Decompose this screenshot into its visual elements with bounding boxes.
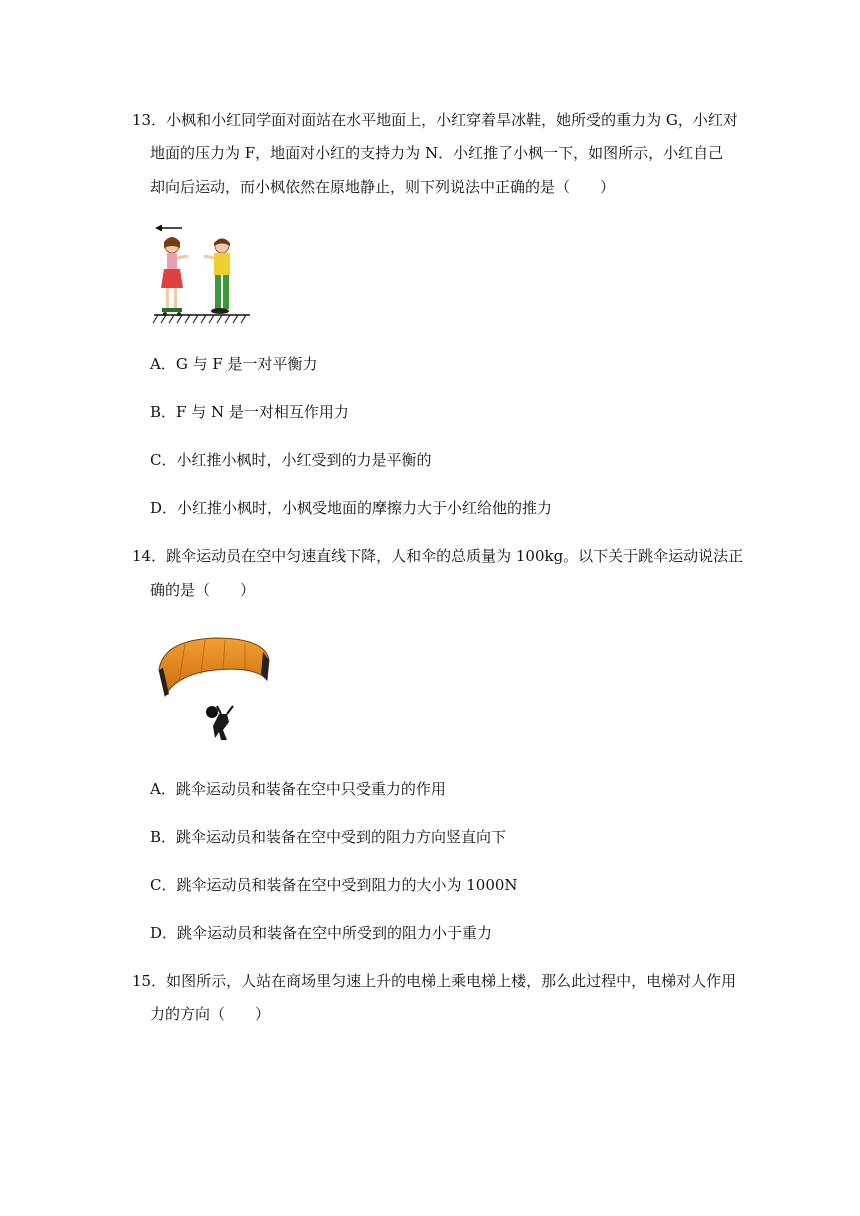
question-14-option-b: B．跳伞运动员和装备在空中受到的阻力方向竖直向下 <box>150 828 507 846</box>
question-13-line-2: 地面的压力为 F，地面对小红的支持力为 N．小红推了小枫一下，如图所示，小红自己 <box>150 144 724 162</box>
question-15-line-1: 15．如图所示，人站在商场里匀速上升的电梯上乘电梯上楼，那么此过程中，电梯对人作用 <box>132 972 737 990</box>
question-13-line-3: 却向后运动，而小枫依然在原地静止，则下列说法中正确的是（ ） <box>150 178 616 196</box>
girl-figure <box>161 237 188 316</box>
question-14-option-c: C．跳伞运动员和装备在空中受到阻力的大小为 1000N <box>150 876 518 894</box>
left-arrow-icon <box>155 225 182 232</box>
two-kids-pushing-figure <box>150 218 255 328</box>
parachutist-figure <box>155 630 275 745</box>
ground-hatch <box>153 315 250 323</box>
question-13-option-c: C．小红推小枫时，小红受到的力是平衡的 <box>150 451 432 469</box>
question-13-line-1: 13．小枫和小红同学面对面站在水平地面上，小红穿着旱冰鞋，她所受的重力为 G，小红对 <box>132 111 738 129</box>
question-13-option-b: B．F 与 N 是一对相互作用力 <box>150 403 349 421</box>
question-14-option-d: D．跳伞运动员和装备在空中所受到的阻力小于重力 <box>150 924 493 942</box>
question-13-option-d: D．小红推小枫时，小枫受地面的摩擦力大于小红给他的推力 <box>150 499 553 517</box>
question-13-option-a: A．G 与 F 是一对平衡力 <box>150 355 318 373</box>
question-14-line-2: 确的是（ ） <box>150 581 256 599</box>
parachute-canopy <box>159 638 269 696</box>
parachutist-person <box>206 706 233 740</box>
question-15-line-2: 力的方向（ ） <box>150 1005 271 1023</box>
question-14-line-1: 14．跳伞运动员在空中匀速直线下降，人和伞的总质量为 100kg。以下关于跳伞运动说法正 <box>132 547 744 565</box>
boy-figure <box>204 239 230 315</box>
question-14-option-a: A．跳伞运动员和装备在空中只受重力的作用 <box>150 780 446 798</box>
